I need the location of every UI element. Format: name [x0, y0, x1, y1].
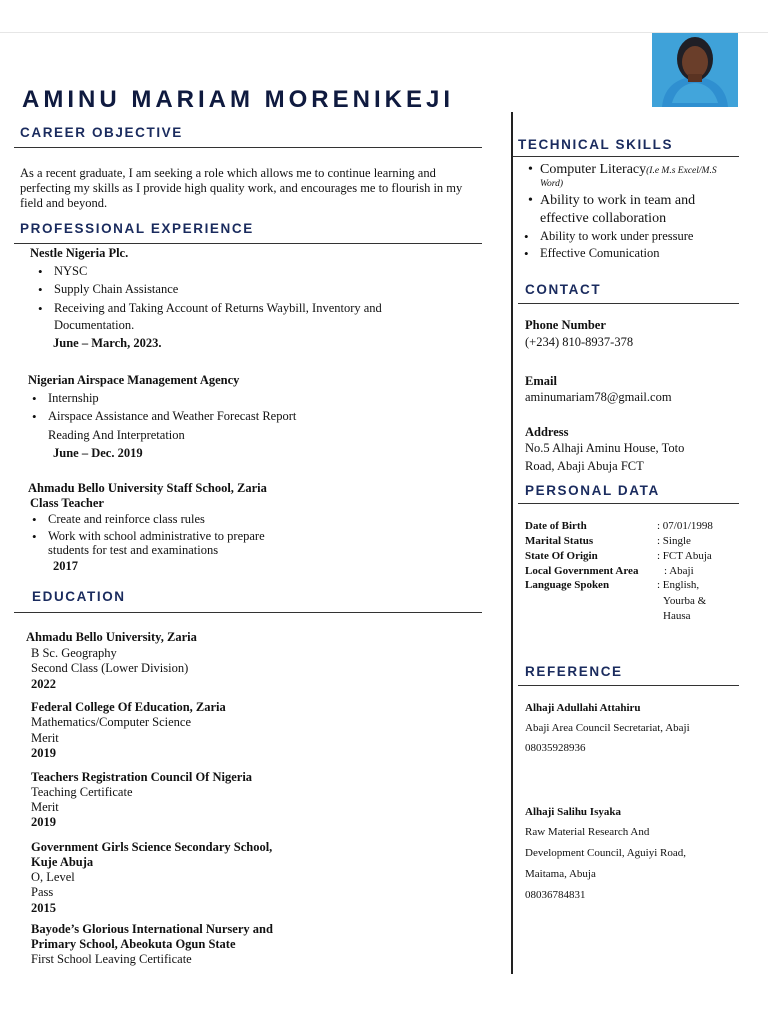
- reference-line: Abaji Area Council Secretariat, Abaji: [525, 722, 690, 734]
- page-top-band: [0, 0, 768, 33]
- job-item: • Create and reinforce class rules: [48, 512, 205, 527]
- job-date: June – March, 2023.: [53, 336, 162, 350]
- education-grade: Merit: [31, 731, 59, 745]
- address-label: Address: [525, 425, 569, 439]
- career-objective-heading: CAREER OBJECTIVE: [20, 125, 183, 140]
- education-school: Federal College Of Education, Zaria: [31, 700, 226, 714]
- education-course: Mathematics/Computer Science: [31, 715, 192, 729]
- section-rule: [518, 503, 739, 504]
- skill-item-continued: effective collaboration: [540, 211, 667, 226]
- job-item: • Work with school administrative to prepare: [48, 529, 265, 544]
- reference-name: Alhaji Salihu Isyaka: [525, 806, 621, 818]
- education-school: Teachers Registration Council Of Nigeria: [31, 770, 253, 784]
- personal-label: Marital Status: [525, 535, 594, 547]
- personal-label: State Of Origin: [525, 550, 598, 562]
- reference-phone: 08036784831: [525, 889, 586, 901]
- personal-label: Language Spoken: [525, 579, 610, 591]
- technical-skills-heading: TECHNICAL SKILLS: [518, 137, 674, 152]
- phone-label: Phone Number: [525, 318, 606, 332]
- skill-note: (I.e M.s Excel/M.S: [646, 166, 717, 176]
- job-employer: Nigerian Airspace Management Agency: [28, 373, 240, 387]
- personal-label: Local Government Area: [525, 565, 639, 577]
- section-rule: [14, 243, 482, 244]
- email-label: Email: [525, 374, 557, 388]
- section-rule: [518, 303, 739, 304]
- personal-value: : FCT Abuja: [657, 550, 712, 562]
- job-item-continued: Reading And Interpretation: [48, 428, 185, 442]
- skill-note-continued: Word): [540, 179, 564, 189]
- job-item-continued: students for test and examinations: [48, 543, 219, 557]
- reference-line: Development Council, Aguiyi Road,: [525, 847, 687, 859]
- education-year: 2019: [31, 815, 56, 829]
- reference-name: Alhaji Adullahi Attahiru: [525, 702, 641, 714]
- skill-item: • Ability to work in team and: [540, 192, 695, 209]
- education-course: First School Leaving Certificate: [31, 952, 192, 966]
- personal-label: Date of Birth: [525, 520, 587, 532]
- education-school: Government Girls Science Secondary School,: [31, 840, 273, 854]
- job-employer: Nestle Nigeria Plc.: [30, 246, 129, 260]
- education-heading: EDUCATION: [32, 589, 126, 604]
- education-school-continued: Primary School, Abeokuta Ogun State: [31, 937, 236, 951]
- skill-item: • Effective Comunication: [540, 246, 660, 261]
- reference-line: Maitama, Abuja: [525, 868, 596, 880]
- column-divider: [511, 112, 513, 974]
- contact-heading: CONTACT: [525, 282, 602, 297]
- education-grade: Pass: [31, 885, 54, 899]
- phone-value: (+234) 810-8937-378: [525, 335, 634, 349]
- reference-phone: 08035928936: [525, 742, 586, 754]
- personal-value: : Single: [657, 535, 691, 547]
- education-school: Ahmadu Bello University, Zaria: [26, 630, 197, 644]
- reference-line: Raw Material Research And: [525, 826, 650, 838]
- job-item: • Supply Chain Assistance: [54, 282, 178, 297]
- personal-value-continued: Hausa: [663, 610, 691, 622]
- job-role: Class Teacher: [30, 496, 104, 510]
- skill-item: • Ability to work under pressure: [540, 229, 693, 244]
- education-course: O, Level: [31, 870, 75, 884]
- personal-value: : English,: [657, 579, 700, 591]
- section-rule: [14, 147, 482, 148]
- career-objective-text: As a recent graduate, I am seeking a role which allows me to continue learning and perfecting my skills as I provide high quality work, and encourages me to flourish in my field and beyond.: [20, 166, 463, 210]
- education-year: 2015: [31, 901, 56, 915]
- candidate-name: AMINU MARIAM MORENIKEJI: [22, 86, 454, 113]
- section-rule: [513, 156, 739, 157]
- personal-data-heading: PERSONAL DATA: [525, 483, 660, 498]
- personal-value: : 07/01/1998: [657, 520, 713, 532]
- education-year: 2019: [31, 746, 56, 760]
- job-employer: Ahmadu Bello University Staff School, Zaria: [28, 481, 267, 495]
- education-year: 2022: [31, 677, 56, 691]
- job-date: June – Dec. 2019: [53, 446, 143, 460]
- professional-experience-heading: PROFESSIONAL EXPERIENCE: [20, 221, 254, 236]
- education-grade: Merit: [31, 800, 59, 814]
- skill-item: [540, 161, 717, 180]
- job-item: • Airspace Assistance and Weather Forecast Report: [48, 409, 296, 424]
- education-grade: Second Class (Lower Division): [31, 661, 189, 675]
- skill-label: Computer Literacy: [540, 162, 647, 177]
- education-course: B Sc. Geography: [31, 646, 117, 660]
- job-item: • NYSC: [54, 264, 87, 279]
- education-school-continued: Kuje Abuja: [31, 855, 94, 869]
- profile-photo: [652, 33, 738, 107]
- email-value: aminumariam78@gmail.com: [525, 390, 672, 404]
- job-item: • Internship: [48, 391, 99, 406]
- job-item: • Receiving and Taking Account of Returns Waybill, Inventory and: [54, 301, 382, 316]
- education-school: Bayode’s Glorious International Nursery and: [31, 922, 273, 936]
- section-rule: [14, 612, 482, 613]
- education-course: Teaching Certificate: [31, 785, 133, 799]
- address-line: No.5 Alhaji Aminu House, Toto: [525, 441, 685, 455]
- job-date: 2017: [53, 559, 78, 573]
- address-line: Road, Abaji Abuja FCT: [525, 459, 644, 473]
- personal-value-continued: Yourba &: [663, 595, 707, 607]
- section-rule: [518, 685, 739, 686]
- personal-value: : Abaji: [664, 565, 694, 577]
- reference-heading: REFERENCE: [525, 664, 623, 679]
- job-item-continued: Documentation.: [54, 318, 135, 332]
